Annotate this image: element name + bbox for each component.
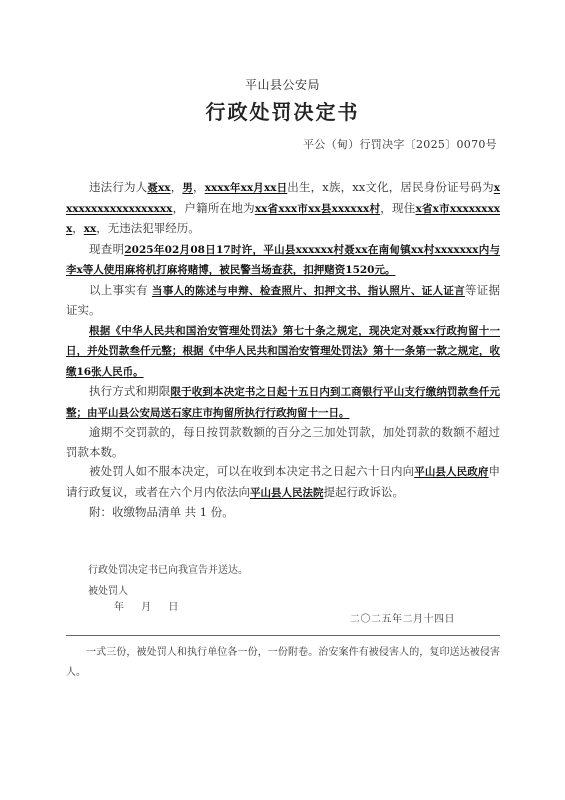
text-span: ， (72, 221, 84, 235)
text-span: 等证据证实。 (66, 282, 501, 317)
decision-text: 根据《中华人民共和国治安管理处罚法》第七十条之规定，现决定对聂xx行政拘留十一日，并处罚款叁仟元整；根据《中华人民共和国治安管理处罚法》第十一条第一款之规定，收缴16张人民币。 (66, 324, 500, 378)
text-span: 以上事实有 (89, 282, 148, 297)
offender-gender: 男 (182, 182, 194, 194)
attachment-paragraph: 附：收缴物品清单 共 1 份。 (89, 505, 234, 519)
facts-text: 2025年02月08日17时许，平山县xxxxxx村聂xx在南甸镇xx村xxxxxxx内与李x等人使用麻将机打麻将赌博，被民警当场查获，扣押赌资1520元。 (66, 243, 500, 276)
court-name: 平山县人民法院 (250, 486, 324, 499)
text-span: 申请行政复议，或者在六个月内依法向 (66, 464, 501, 499)
signer-label: 被处罚人 (88, 586, 128, 597)
offender-occupation: xx (83, 223, 97, 235)
review-authority: 平山县人民政府 (414, 466, 489, 478)
text-span: 违法行为人 (89, 180, 148, 194)
document-body (66, 178, 500, 523)
signature-date-blank: 年 月 日 (114, 602, 179, 613)
text-span: 提起行政诉讼。 (323, 484, 404, 499)
text-span: 出生，x族，xx文化，居民身份证号码为 (287, 180, 494, 194)
late-payment-paragraph: 逾期不交罚款的，每日按罚款数额的百分之三加处罚款，加处罚款的数额不超过罚款本数。 (66, 425, 500, 459)
text-span: ，户籍所在地为 (172, 200, 255, 215)
distribution-note: 一式三份，被处罚人和执行单位各一份，一份附卷。治安案件有被侵害人的，复印送达被侵害人。 (66, 647, 500, 678)
execution-paragraph (66, 382, 500, 423)
document-number: 平公（甸）行罚决字〔2025〕0070号 (303, 138, 497, 151)
text-span: 现查明 (89, 241, 125, 256)
served-statement: 行政处罚决定书已向我宣告并送达。 (88, 565, 248, 576)
execution-terms: 限于收到本决定书之日起十五日内到工商银行平山支行缴纳罚款叁仟元整；由平山县公安局送石家庄市拘留所执行行政拘留十一日。 (66, 386, 501, 419)
decision-paragraph (66, 321, 500, 383)
text-span: ，无违法犯罪经历。 (96, 221, 200, 235)
offender-name: 聂xx (147, 182, 171, 194)
issuing-agency: 平山县公安局 (244, 78, 320, 92)
footer-divider (66, 635, 500, 636)
text-span: 执行方式和期限 (89, 384, 171, 398)
appeal-paragraph (66, 462, 500, 503)
service-receipt (88, 560, 248, 602)
text-span: ， (170, 180, 183, 194)
facts-paragraph (66, 240, 500, 281)
document-title: 行政处罚决定书 (205, 100, 360, 124)
offender-info-paragraph (66, 178, 500, 240)
text-span: ， (193, 180, 205, 194)
issue-date: 二〇二五年二月十四日 (350, 614, 455, 625)
offender-residence: x省x市xxxxxxxxx (66, 202, 501, 235)
text-span: 被处罚人如不服本决定，可以在收到本决定书之日起六十日内向 (89, 464, 415, 478)
offender-domicile: xx省xxx市xx县xxxxxx村 (254, 202, 381, 215)
text-span: ，现住 (380, 200, 416, 215)
offender-birthdate: xxxx年xx月xx日 (204, 182, 288, 194)
evidence-list: 当事人的陈述与申辩、检查照片、扣押文书、指认照片、证人证言 (151, 284, 465, 297)
evidence-paragraph (66, 281, 500, 321)
offender-id-number: xxxxxxxxxxxxxxxxxx (66, 182, 501, 215)
